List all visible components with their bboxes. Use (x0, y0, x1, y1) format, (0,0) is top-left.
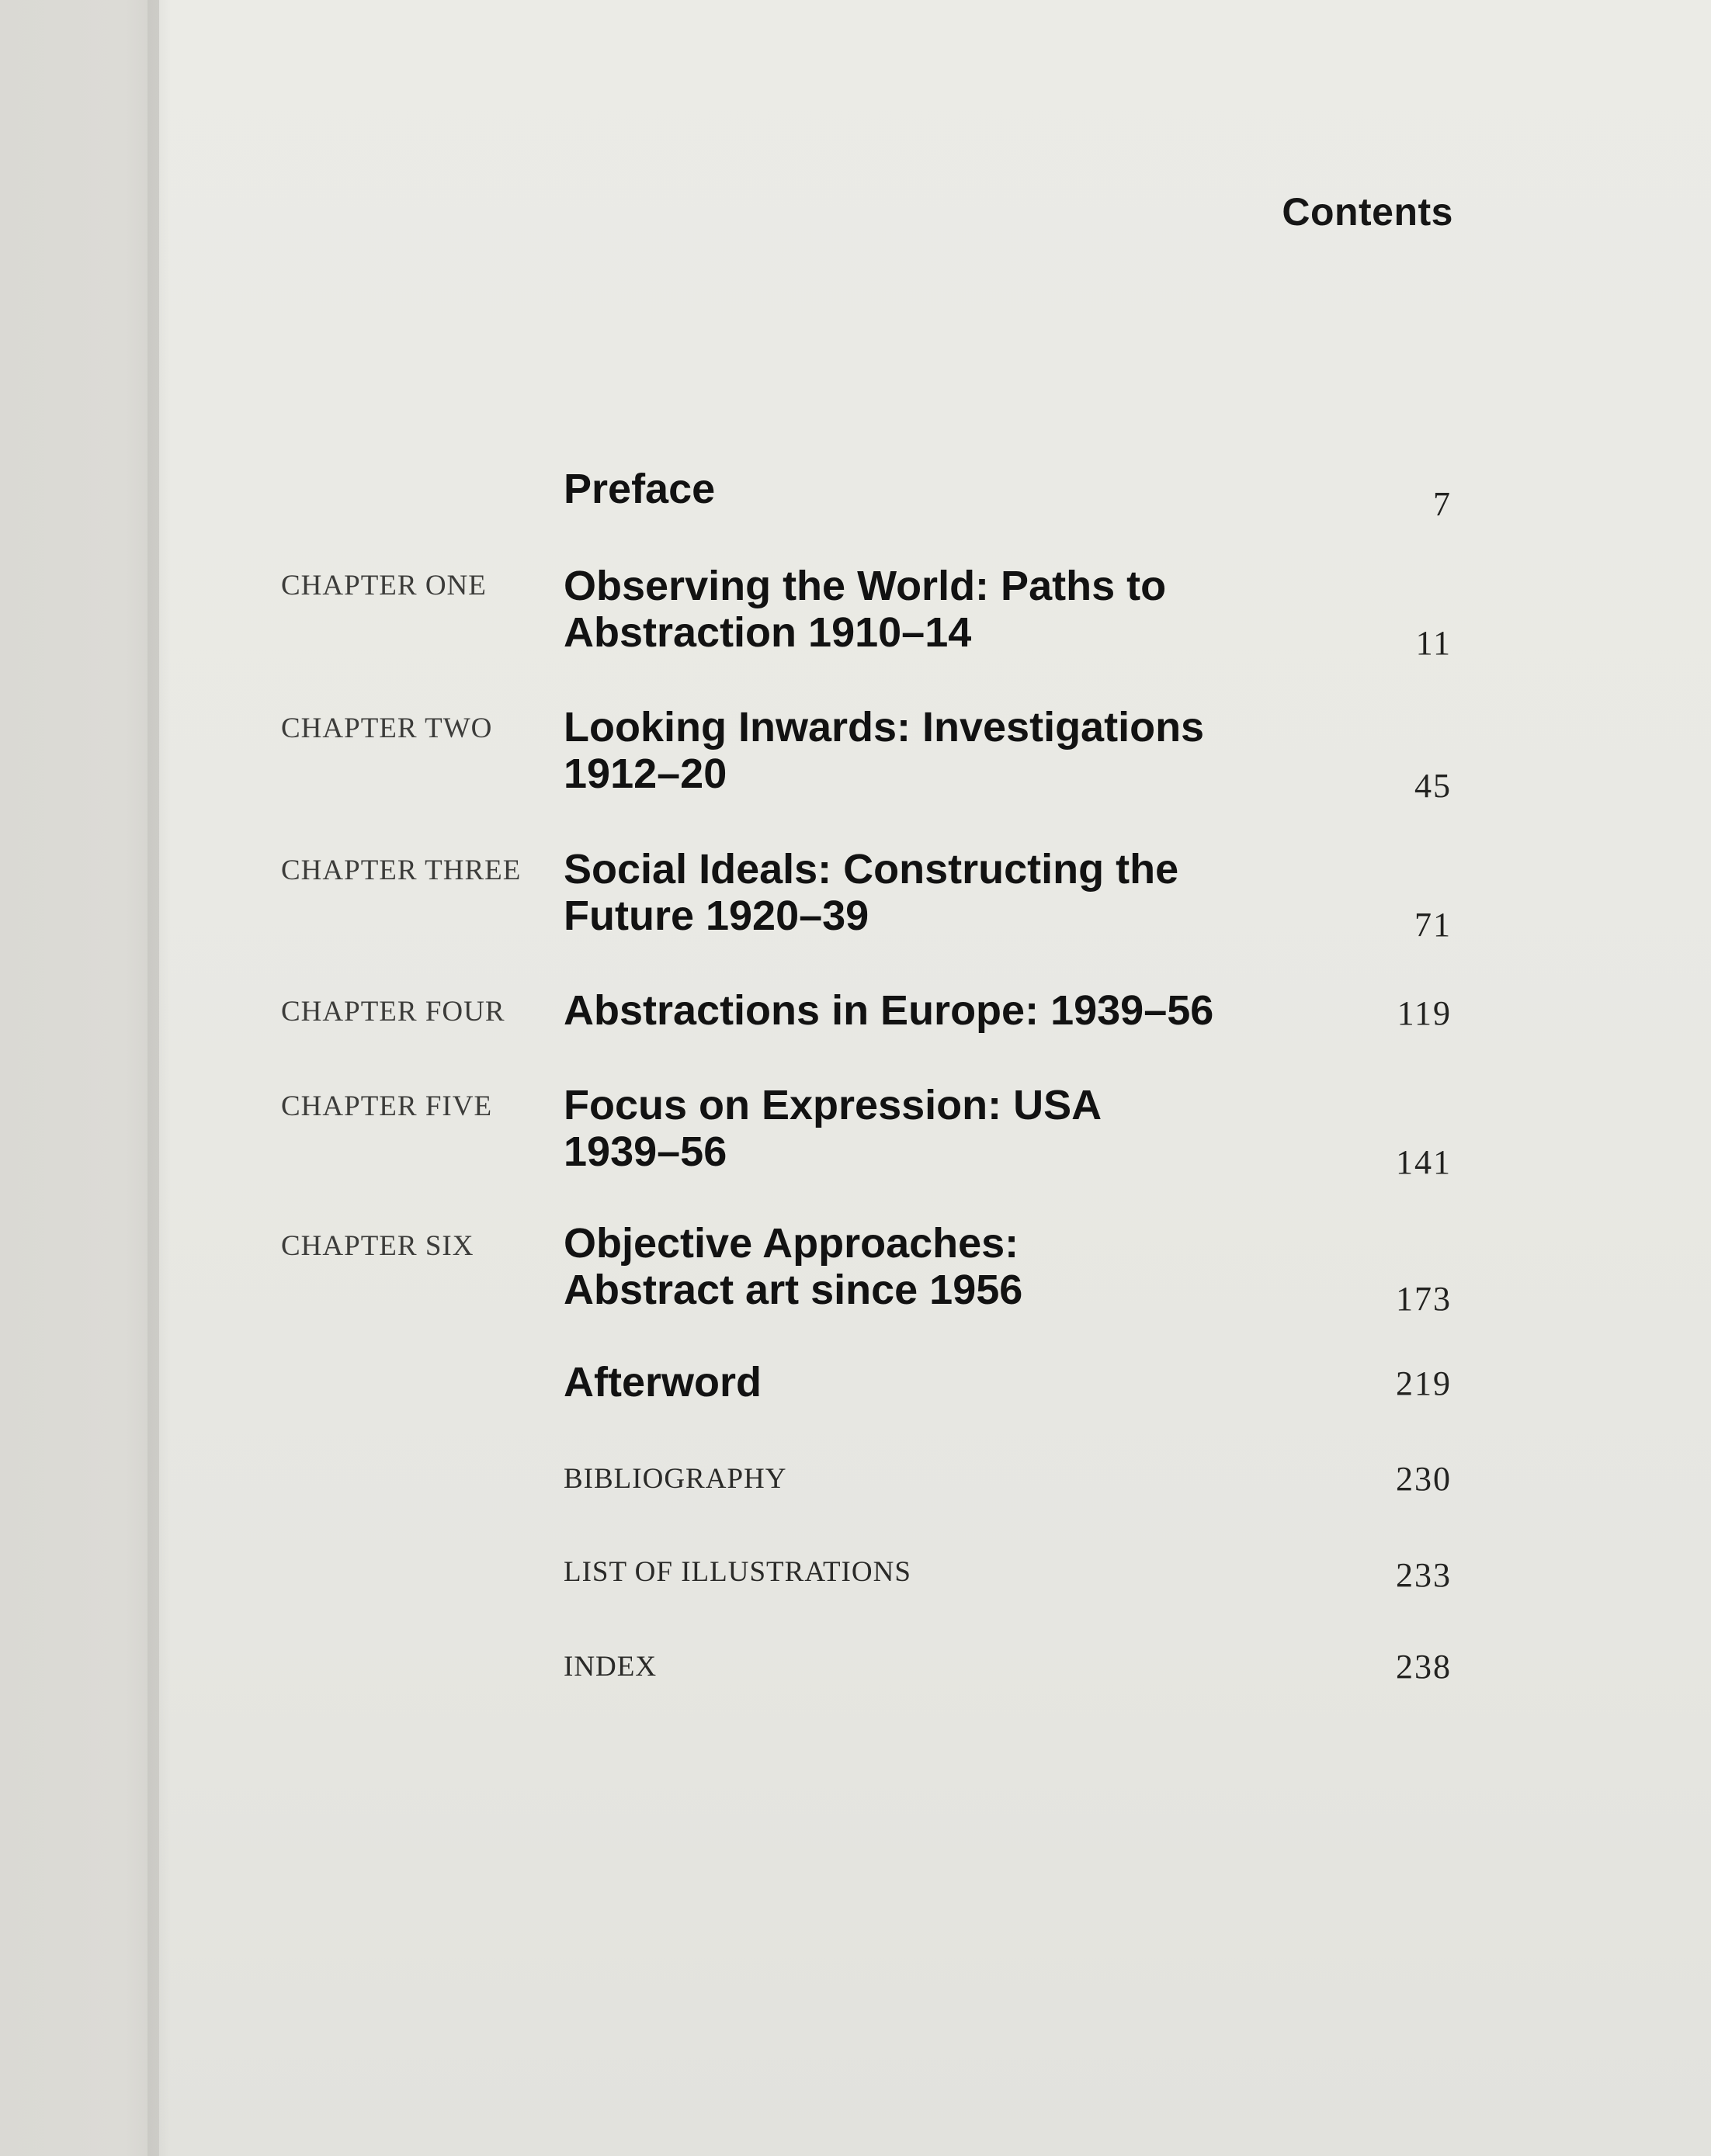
entry-title: Social Ideals: Constructing the Future 1920–39 (564, 846, 1179, 939)
entry-title: Afterword (564, 1359, 762, 1406)
page-number: 119 (1397, 994, 1452, 1032)
page-edge-shadow (148, 0, 171, 2156)
page-number: 230 (1396, 1460, 1452, 1498)
page-number: 7 (1433, 485, 1452, 523)
page-number: 141 (1396, 1143, 1452, 1181)
entry-title: Looking Inwards: Investigations 1912–20 (564, 704, 1205, 797)
chapter-label: CHAPTER ONE (281, 570, 487, 601)
chapter-label: CHAPTER SIX (281, 1230, 474, 1262)
page-number: 219 (1396, 1364, 1452, 1402)
entry-title: Focus on Expression: USA 1939–56 (564, 1082, 1101, 1175)
entry-title: Abstractions in Europe: 1939–56 (564, 987, 1214, 1034)
chapter-label: CHAPTER FIVE (281, 1090, 493, 1122)
entry-title: Objective Approaches: Abstract art since 1956 (564, 1220, 1023, 1313)
page-number: 233 (1396, 1556, 1452, 1594)
page-number: 238 (1396, 1648, 1452, 1686)
entry-title: Preface (564, 466, 716, 512)
entry-title: BIBLIOGRAPHY (564, 1463, 787, 1495)
chapter-label: CHAPTER TWO (281, 712, 493, 744)
chapter-label: CHAPTER THREE (281, 854, 522, 886)
entry-title: LIST OF ILLUSTRATIONS (564, 1556, 911, 1588)
page-number: 173 (1396, 1280, 1452, 1318)
page-number: 11 (1415, 624, 1452, 662)
chapter-label: CHAPTER FOUR (281, 996, 505, 1028)
entry-title: Observing the World: Paths to Abstraction 1910–14 (564, 563, 1167, 656)
page-number: 71 (1414, 906, 1452, 944)
book-page (159, 0, 1711, 2156)
page-number: 45 (1414, 767, 1452, 805)
contents-heading: Contents (1282, 190, 1453, 234)
entry-title: INDEX (564, 1651, 658, 1683)
